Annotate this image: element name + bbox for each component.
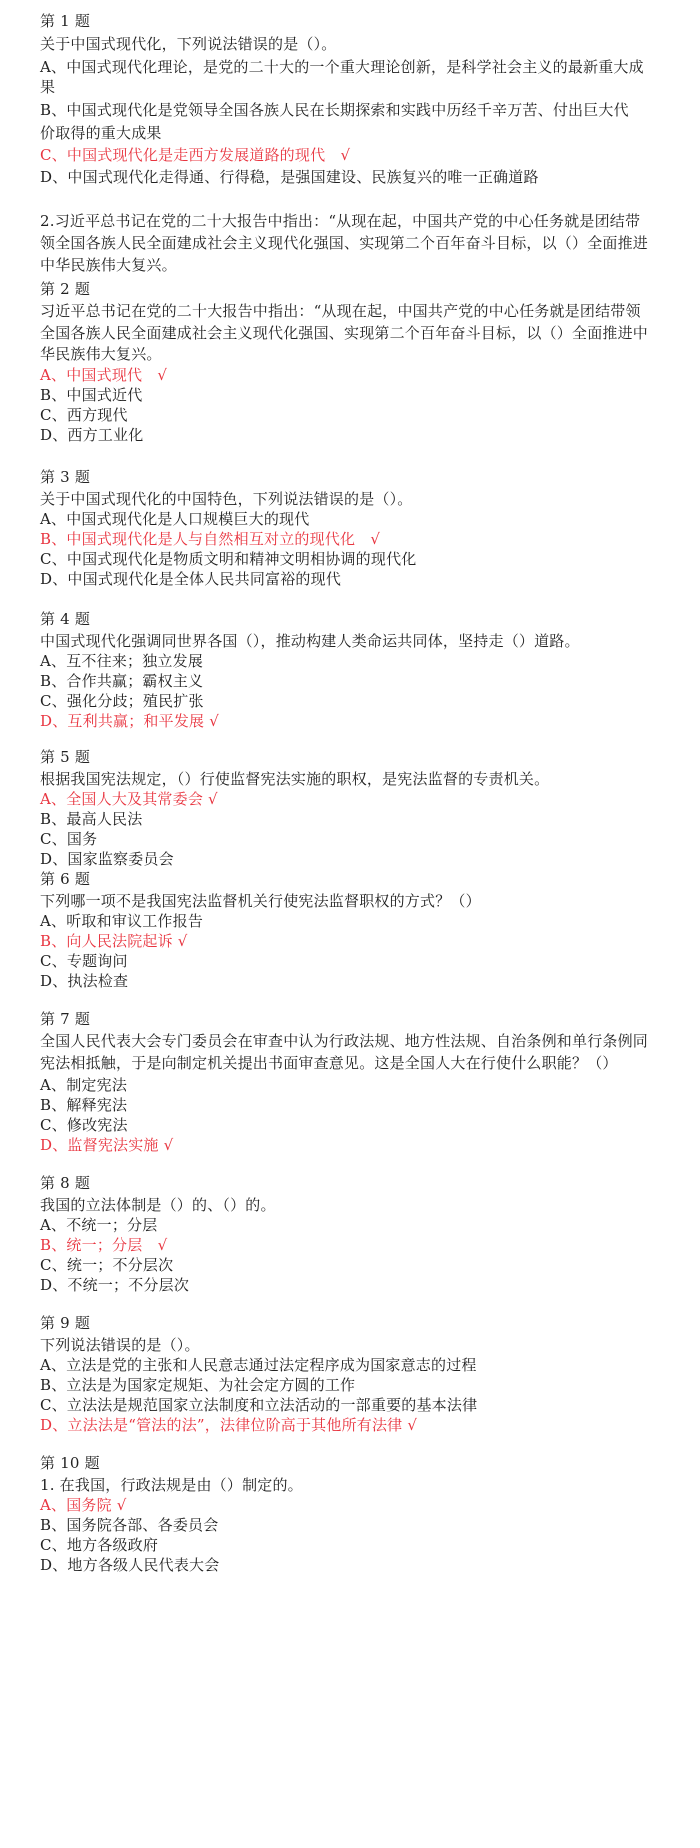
question-number: 第 6 题 bbox=[40, 870, 91, 888]
answer-option: B、最高人民法 bbox=[40, 810, 143, 828]
answer-option: C、西方现代 bbox=[40, 406, 128, 424]
correct-option: C、中国式现代化是走西方发展道路的现代 √ bbox=[40, 146, 351, 164]
question-text: 全国各族人民全面建成社会主义现代化强国、实现第二个百年奋斗目标，以（）全面推进中 bbox=[40, 324, 649, 342]
answer-option: D、中国式现代化是全体人民共同富裕的现代 bbox=[40, 570, 342, 588]
question-number: 第 1 题 bbox=[40, 12, 91, 30]
question-number: 第 5 题 bbox=[40, 748, 91, 766]
question-text: 习近平总书记在党的二十大报告中指出：“从现在起，中国共产党的中心任务就是团结带领 bbox=[40, 302, 641, 320]
answer-option: D、国家监察委员会 bbox=[40, 850, 174, 868]
correct-option: D、立法法是“管法的法”，法律位阶高于其他所有法律 √ bbox=[40, 1416, 418, 1434]
question-text: 华民族伟大复兴。 bbox=[40, 345, 162, 363]
answer-option: B、国务院各部、各委员会 bbox=[40, 1516, 219, 1534]
answer-option: C、专题询问 bbox=[40, 952, 128, 970]
answer-option: D、地方各级人民代表大会 bbox=[40, 1556, 220, 1574]
correct-option: A、国务院 √ bbox=[40, 1496, 127, 1514]
answer-option: B、合作共赢；霸权主义 bbox=[40, 672, 204, 690]
correct-option: D、互利共赢；和平发展 √ bbox=[40, 712, 219, 730]
answer-option: A、互不往来；独立发展 bbox=[40, 652, 204, 670]
answer-option: C、立法法是规范国家立法制度和立法活动的一部重要的基本法律 bbox=[40, 1396, 478, 1414]
question-text: 价取得的重大成果 bbox=[40, 124, 162, 142]
question-number: 第 8 题 bbox=[40, 1174, 91, 1192]
answer-option: A、中国式现代化是人口规模巨大的现代 bbox=[40, 510, 310, 528]
question-number: 第 10 题 bbox=[40, 1454, 100, 1472]
question-text: 领全国各族人民全面建成社会主义现代化强国、实现第二个百年奋斗目标，以（）全面推进 bbox=[40, 234, 649, 252]
answer-option: D、执法检查 bbox=[40, 972, 129, 990]
answer-option: A、不统一；分层 bbox=[40, 1216, 158, 1234]
answer-option: A、中国式现代化理论，是党的二十大的一个重大理论创新，是科学社会主义的最新重大成 bbox=[40, 58, 644, 76]
question-number: 第 9 题 bbox=[40, 1314, 91, 1332]
answer-option: C、国务 bbox=[40, 830, 98, 848]
question-text: 宪法相抵触，于是向制定机关提出书面审查意见。这是全国人大在行使什么职能？（） bbox=[40, 1054, 618, 1072]
answer-option: B、解释宪法 bbox=[40, 1096, 128, 1114]
correct-option: B、中国式现代化是人与自然相互对立的现代化 √ bbox=[40, 530, 381, 548]
question-text: 根据我国宪法规定，（）行使监督宪法实施的职权，是宪法监督的专责机关。 bbox=[40, 770, 550, 788]
question-number: 第 3 题 bbox=[40, 468, 91, 486]
question-text: 关于中国式现代化的中国特色，下列说法错误的是（）。 bbox=[40, 490, 413, 508]
question-text: 下列哪一项不是我国宪法监督机关行使宪法监督职权的方式？（） bbox=[40, 892, 481, 910]
question-text: 果 bbox=[40, 78, 56, 96]
correct-option: D、监督宪法实施 √ bbox=[40, 1136, 174, 1154]
question-text: 中华民族伟大复兴。 bbox=[40, 256, 177, 274]
question-text: 2.习近平总书记在党的二十大报告中指出：“从现在起，中国共产党的中心任务就是团结带 bbox=[40, 212, 641, 230]
answer-option: D、不统一；不分层次 bbox=[40, 1276, 190, 1294]
answer-option: B、中国式近代 bbox=[40, 386, 143, 404]
answer-option: C、统一；不分层次 bbox=[40, 1256, 174, 1274]
answer-option: C、地方各级政府 bbox=[40, 1536, 159, 1554]
question-text: 我国的立法体制是（）的、（）的。 bbox=[40, 1196, 276, 1214]
question-text: 全国人民代表大会专门委员会在审查中认为行政法规、地方性法规、自治条例和单行条例同 bbox=[40, 1032, 649, 1050]
answer-option: C、修改宪法 bbox=[40, 1116, 128, 1134]
answer-option: D、西方工业化 bbox=[40, 426, 144, 444]
answer-option: B、中国式现代化是党领导全国各族人民在长期探索和实践中历经千辛万苦、付出巨大代 bbox=[40, 101, 629, 119]
question-text: 中国式现代化强调同世界各国（），推动构建人类命运共同体，坚持走（）道路。 bbox=[40, 632, 580, 650]
question-text: 关于中国式现代化，下列说法错误的是（）。 bbox=[40, 35, 337, 53]
answer-option: A、立法是党的主张和人民意志通过法定程序成为国家意志的过程 bbox=[40, 1356, 477, 1374]
answer-option: B、立法是为国家定规矩、为社会定方圆的工作 bbox=[40, 1376, 356, 1394]
correct-option: B、统一；分层 √ bbox=[40, 1236, 168, 1254]
correct-option: B、向人民法院起诉 √ bbox=[40, 932, 188, 950]
question-text: 1. 在我国，行政法规是由（）制定的。 bbox=[40, 1476, 303, 1494]
question-number: 第 2 题 bbox=[40, 280, 91, 298]
question-text: 下列说法错误的是（）。 bbox=[40, 1336, 200, 1354]
answer-option: C、中国式现代化是物质文明和精神文明相协调的现代化 bbox=[40, 550, 417, 568]
correct-option: A、中国式现代 √ bbox=[40, 366, 168, 384]
correct-option: A、全国人大及其常委会 √ bbox=[40, 790, 218, 808]
answer-option: C、强化分歧；殖民扩张 bbox=[40, 692, 204, 710]
answer-option: A、听取和审议工作报告 bbox=[40, 912, 204, 930]
question-number: 第 7 题 bbox=[40, 1010, 91, 1028]
answer-option: A、制定宪法 bbox=[40, 1076, 128, 1094]
answer-option: D、中国式现代化走得通、行得稳，是强国建设、民族复兴的唯一正确道路 bbox=[40, 168, 539, 186]
question-number: 第 4 题 bbox=[40, 610, 91, 628]
